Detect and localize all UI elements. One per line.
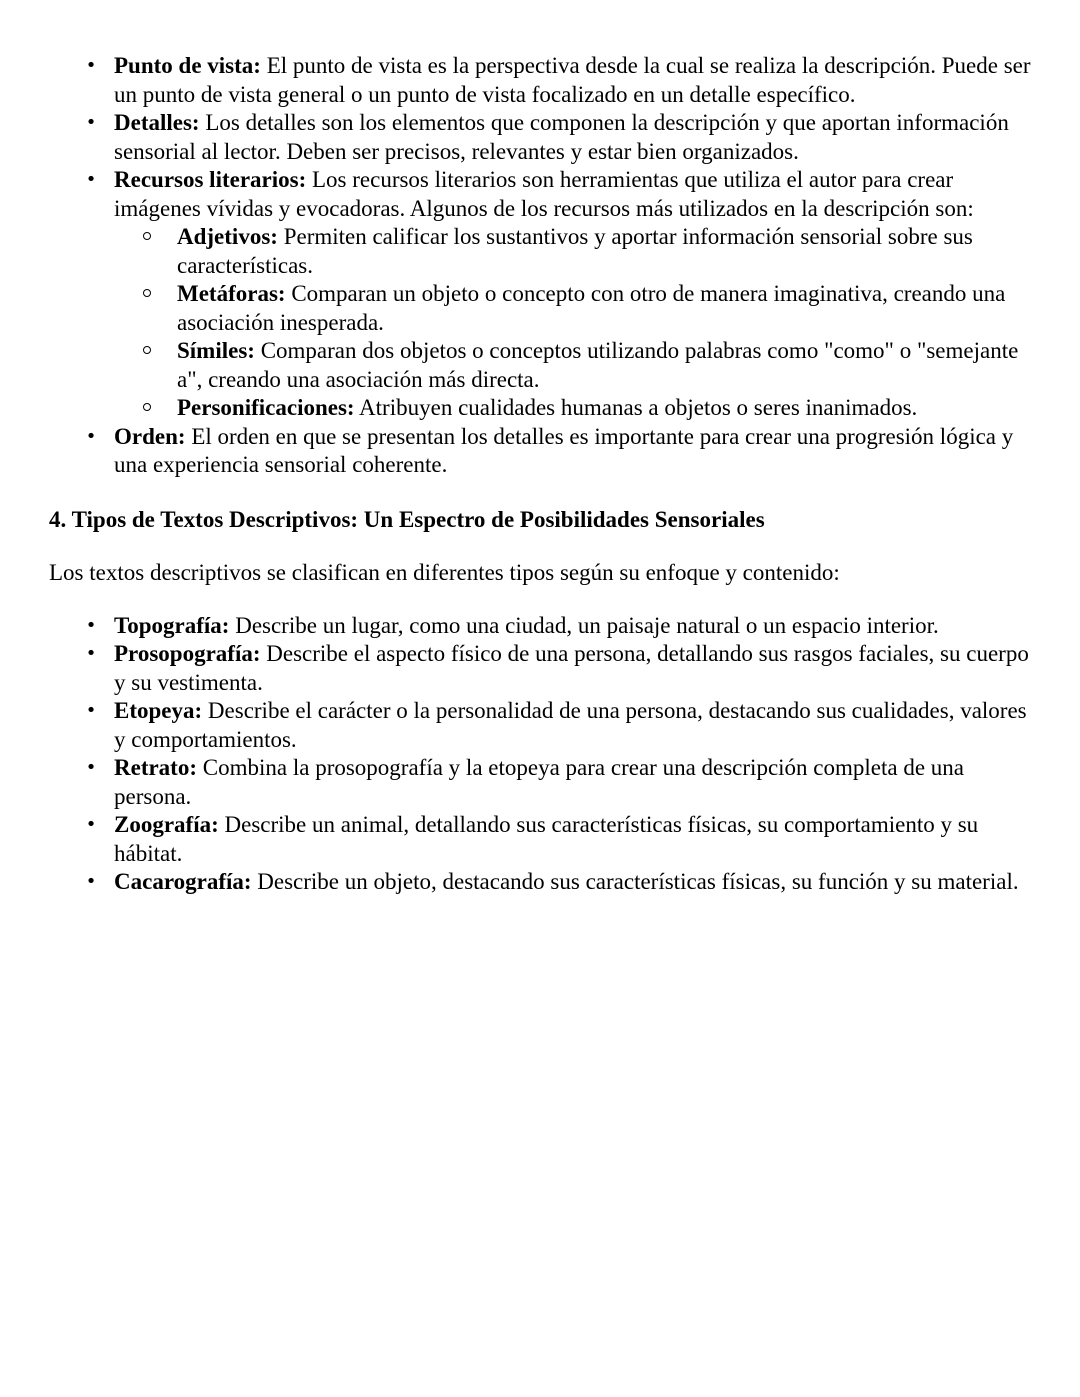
recursos-sublist bbox=[177, 223, 1040, 423]
list-item bbox=[0, 811, 1080, 868]
item-term: Recursos literarios: bbox=[114, 167, 307, 192]
item-text: Combina la prosopografía y la etopeya para crear una descripción completa de una persona. bbox=[114, 755, 965, 809]
sub-list-item bbox=[177, 337, 1040, 394]
sub-item-term: Personificaciones: bbox=[177, 395, 355, 420]
bullet-icon: • bbox=[85, 55, 97, 76]
bullet-icon: • bbox=[85, 871, 97, 892]
item-term: Cacarografía: bbox=[114, 869, 252, 894]
item-text: El orden en que se presentan los detalles es importante para crear una progresión lógica y una experiencia sensorial coherente. bbox=[114, 423, 1014, 477]
list-item bbox=[0, 52, 1080, 109]
item-text: Los detalles son los elementos que componen la descripción y que aportan información sensorial al lector. Deben ser precisos, relevantes y estar bien organizados. bbox=[114, 110, 1009, 164]
list-item bbox=[0, 423, 1080, 480]
item-term: Retrato: bbox=[114, 755, 198, 780]
item-term: Zoografía: bbox=[114, 812, 219, 837]
sub-list-item bbox=[177, 280, 1040, 337]
circle-bullet-icon bbox=[143, 289, 151, 297]
sub-item-term: Metáforas: bbox=[177, 281, 286, 306]
list-item bbox=[0, 697, 1080, 754]
bullet-icon: • bbox=[85, 614, 97, 636]
bullet-icon: • bbox=[85, 643, 97, 664]
list-item bbox=[0, 612, 1080, 641]
item-text: Describe un animal, detallando sus características físicas, su comportamiento y su hábitat. bbox=[114, 812, 979, 866]
item-term: Topografía: bbox=[114, 612, 230, 638]
item-term: Orden: bbox=[114, 423, 186, 449]
circle-bullet-icon bbox=[143, 346, 151, 354]
sub-item-text: Comparan un objeto o concepto con otro de manera imaginativa, creando una asociación inesperada. bbox=[177, 281, 1006, 335]
list-item bbox=[0, 109, 1080, 166]
section-intro: Los textos descriptivos se clasifican en diferentes tipos según su enfoque y contenido: bbox=[49, 560, 840, 585]
item-text: Describe un lugar, como una ciudad, un paisaje natural o un espacio interior. bbox=[229, 612, 939, 638]
sub-item-term: Símiles: bbox=[177, 338, 255, 363]
list-item bbox=[0, 640, 1080, 697]
bullet-icon: • bbox=[85, 112, 97, 133]
list-item bbox=[0, 166, 1080, 423]
list-item bbox=[0, 754, 1080, 811]
item-text: Describe un objeto, destacando sus características físicas, su función y su material. bbox=[251, 869, 1019, 894]
sub-item-text: Atribuyen cualidades humanas a objetos o seres inanimados. bbox=[354, 395, 918, 420]
item-text: Los recursos literarios son herramientas que utiliza el autor para crear imágenes vívidas y evocadoras. Algunos de los recursos más utilizados en la descripción son: bbox=[114, 167, 974, 221]
section4-list bbox=[0, 612, 1080, 897]
bullet-icon: • bbox=[85, 169, 97, 190]
bullet-icon: • bbox=[85, 757, 97, 778]
item-term: Prosopografía: bbox=[114, 641, 261, 666]
item-text: El punto de vista es la perspectiva desde la cual se realiza la descripción. Puede ser un punto de vista general o un punto de vista focalizado en un detalle específico. bbox=[114, 53, 1031, 107]
bullet-icon: • bbox=[85, 425, 97, 447]
sub-item-text: Permiten calificar los sustantivos y aportar información sensorial sobre sus características. bbox=[177, 224, 973, 278]
item-text: Describe el carácter o la personalidad de una persona, destacando sus cualidades, valores y comportamientos. bbox=[114, 698, 1027, 752]
sub-item-text: Comparan dos objetos o conceptos utilizando palabras como "como" o "semejante a", creando una asociación más directa. bbox=[177, 338, 1019, 392]
circle-bullet-icon bbox=[143, 403, 151, 411]
circle-bullet-icon bbox=[143, 232, 151, 240]
item-term: Etopeya: bbox=[114, 698, 203, 723]
item-text: Describe el aspecto físico de una persona, detallando sus rasgos faciales, su cuerpo y su vestimenta. bbox=[114, 641, 1029, 695]
section3-list bbox=[0, 52, 1080, 480]
item-term: Punto de vista: bbox=[114, 53, 261, 78]
item-term: Detalles: bbox=[114, 110, 200, 135]
sub-list-item bbox=[177, 394, 1040, 423]
bullet-icon: • bbox=[85, 814, 97, 835]
sub-item-term: Adjetivos: bbox=[177, 224, 278, 249]
section-heading: 4. Tipos de Textos Descriptivos: Un Espectro de Posibilidades Sensoriales bbox=[49, 506, 765, 532]
bullet-icon: • bbox=[85, 700, 97, 721]
list-item bbox=[0, 868, 1080, 897]
sub-list-item bbox=[177, 223, 1040, 280]
document-page bbox=[0, 52, 1080, 897]
